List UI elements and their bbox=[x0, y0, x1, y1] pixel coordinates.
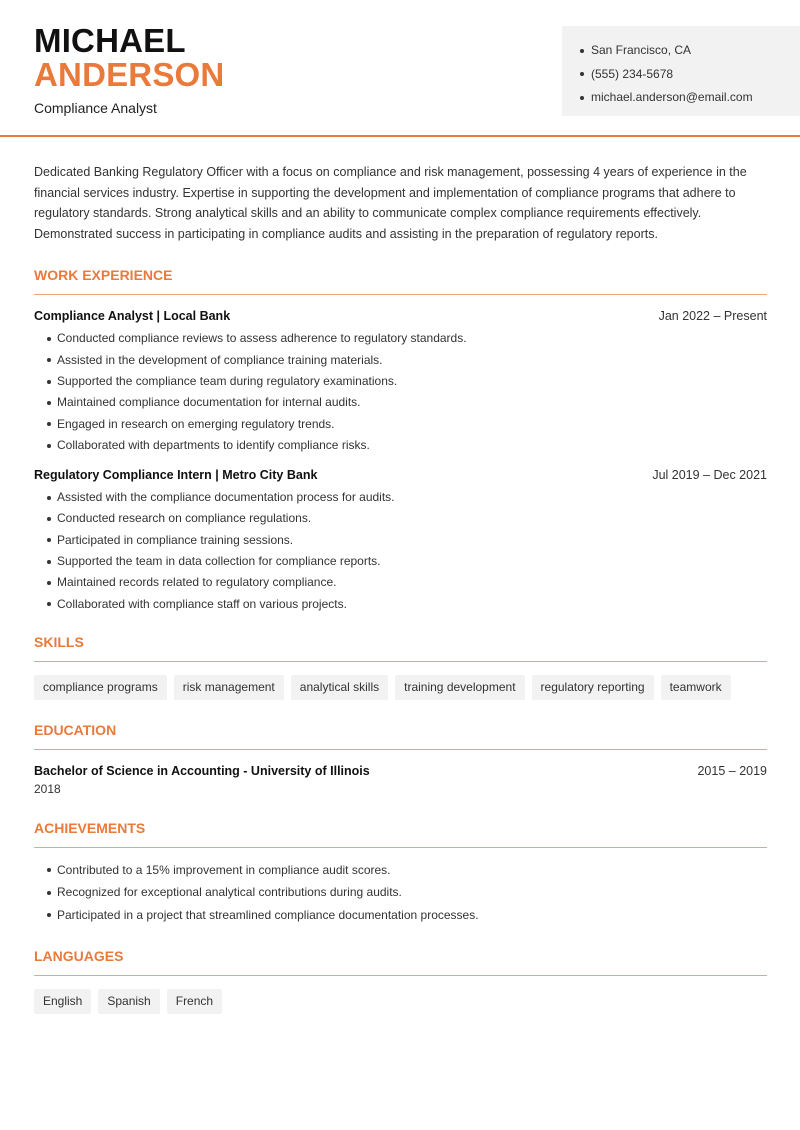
list-item bbox=[34, 414, 767, 435]
bullet-icon bbox=[47, 538, 51, 542]
list-item-text: Assisted with the compliance documentation process for audits. bbox=[57, 490, 395, 505]
job-bullets bbox=[34, 487, 767, 615]
bullet-icon bbox=[580, 49, 584, 53]
bullet-icon bbox=[47, 560, 51, 564]
contact-location bbox=[580, 39, 800, 63]
list-item bbox=[34, 508, 767, 529]
bullet-icon bbox=[47, 913, 51, 917]
resume-body bbox=[34, 162, 767, 1014]
bullet-icon bbox=[47, 517, 51, 521]
list-item-text: Contributed to a 15% improvement in compliance audit scores. bbox=[57, 862, 391, 877]
list-item bbox=[34, 881, 767, 904]
list-item bbox=[34, 904, 767, 927]
bullet-icon bbox=[47, 602, 51, 606]
skill-tag: compliance programs bbox=[34, 675, 167, 700]
summary-paragraph: Dedicated Banking Regulatory Officer with a focus on compliance and risk management, possessing 4 years of experience in the financial services industry. Expertise in supporting the development and implementation of compliance programs that adhere to regulatory standards. Strong analytical skills and an ability to communicate complex compliance requirements effectively. Demonstrated success in participating in compliance audits and assisting in the preparation of regulatory reports. bbox=[34, 165, 747, 241]
job-dates: Jan 2022 – Present bbox=[658, 309, 767, 324]
contact-phone bbox=[580, 63, 800, 87]
bullet-icon bbox=[47, 444, 51, 448]
job-dates: Jul 2019 – Dec 2021 bbox=[652, 468, 767, 483]
contact-email[interactable] bbox=[580, 86, 800, 110]
list-item bbox=[34, 487, 767, 508]
skills-tags bbox=[34, 675, 767, 700]
job-entry bbox=[34, 309, 767, 456]
list-item-text: Maintained records related to regulatory compliance. bbox=[57, 575, 337, 590]
bullet-icon bbox=[47, 891, 51, 895]
list-item-text: Supported the compliance team during regulatory examinations. bbox=[57, 373, 398, 388]
achievements-section bbox=[34, 820, 767, 927]
languages-tags bbox=[34, 989, 767, 1014]
bullet-icon bbox=[47, 868, 51, 872]
list-item-text: Supported the team in data collection for compliance reports. bbox=[57, 554, 381, 569]
skills-section bbox=[34, 634, 767, 700]
contact-location-text: San Francisco, CA bbox=[591, 43, 692, 57]
list-item bbox=[34, 328, 767, 349]
section-title-education: EDUCATION bbox=[34, 722, 767, 750]
job-title: Compliance Analyst bbox=[34, 100, 157, 116]
job-header bbox=[34, 309, 767, 323]
list-item-text: Collaborated with departments to identify compliance risks. bbox=[57, 437, 370, 452]
bullet-icon bbox=[47, 581, 51, 585]
contact-box bbox=[562, 26, 800, 116]
job-header bbox=[34, 468, 767, 482]
list-item-text: Recognized for exceptional analytical contributions during audits. bbox=[57, 885, 402, 900]
bullet-icon bbox=[47, 496, 51, 500]
list-item bbox=[34, 594, 767, 615]
languages-section bbox=[34, 948, 767, 1014]
resume-header bbox=[0, 0, 800, 137]
list-item bbox=[34, 551, 767, 572]
section-title-skills: SKILLS bbox=[34, 634, 767, 662]
list-item-text: Maintained compliance documentation for internal audits. bbox=[57, 395, 361, 410]
list-item bbox=[34, 392, 767, 413]
job-entry bbox=[34, 468, 767, 615]
contact-email-text[interactable]: michael.anderson@email.com bbox=[591, 90, 753, 104]
bullet-icon bbox=[47, 337, 51, 341]
list-item-text: Assisted in the development of compliance training materials. bbox=[57, 352, 383, 367]
bullet-icon bbox=[47, 422, 51, 426]
job-role: Regulatory Compliance Intern | Metro City Bank bbox=[34, 468, 318, 483]
list-item-text: Engaged in research on emerging regulatory trends. bbox=[57, 416, 335, 431]
education-section bbox=[34, 722, 767, 796]
section-title-work: WORK EXPERIENCE bbox=[34, 267, 767, 295]
job-bullets bbox=[34, 328, 767, 456]
section-title-languages: LANGUAGES bbox=[34, 948, 767, 976]
contact-phone-text: (555) 234-5678 bbox=[591, 66, 674, 81]
skill-tag: regulatory reporting bbox=[532, 675, 654, 700]
list-item bbox=[34, 530, 767, 551]
bullet-icon bbox=[47, 358, 51, 362]
list-item bbox=[34, 859, 767, 882]
first-name: MICHAEL bbox=[34, 22, 186, 59]
job-role: Compliance Analyst | Local Bank bbox=[34, 309, 231, 324]
list-item-text: Conducted compliance reviews to assess adherence to regulatory standards. bbox=[57, 331, 467, 346]
list-item bbox=[34, 371, 767, 392]
list-item bbox=[34, 350, 767, 371]
list-item-text: Collaborated with compliance staff on various projects. bbox=[57, 596, 347, 611]
education-dates: 2015 – 2019 bbox=[697, 763, 767, 778]
list-item-text: Participated in compliance training sessions. bbox=[57, 532, 294, 547]
list-item-text: Participated in a project that streamlined compliance documentation processes. bbox=[57, 907, 479, 922]
skill-tag: analytical skills bbox=[291, 675, 388, 700]
language-tag: English bbox=[34, 989, 91, 1014]
list-item bbox=[34, 435, 767, 456]
degree: Bachelor of Science in Accounting - University of Illinois bbox=[34, 763, 370, 778]
achievements-list bbox=[34, 859, 767, 927]
language-tag: Spanish bbox=[98, 989, 159, 1014]
last-name: ANDERSON bbox=[34, 56, 225, 93]
education-header bbox=[34, 764, 767, 778]
graduation-year: 2018 bbox=[34, 781, 61, 796]
bullet-icon bbox=[47, 401, 51, 405]
list-item bbox=[34, 572, 767, 593]
section-title-achievements: ACHIEVEMENTS bbox=[34, 820, 767, 848]
list-item-text: Conducted research on compliance regulations. bbox=[57, 511, 312, 526]
language-tag: French bbox=[167, 989, 222, 1014]
work-section bbox=[34, 267, 767, 615]
bullet-icon bbox=[580, 72, 584, 76]
skill-tag: training development bbox=[395, 675, 524, 700]
bullet-icon bbox=[47, 380, 51, 384]
skill-tag: teamwork bbox=[661, 675, 731, 700]
bullet-icon bbox=[580, 96, 584, 100]
skill-tag: risk management bbox=[174, 675, 284, 700]
